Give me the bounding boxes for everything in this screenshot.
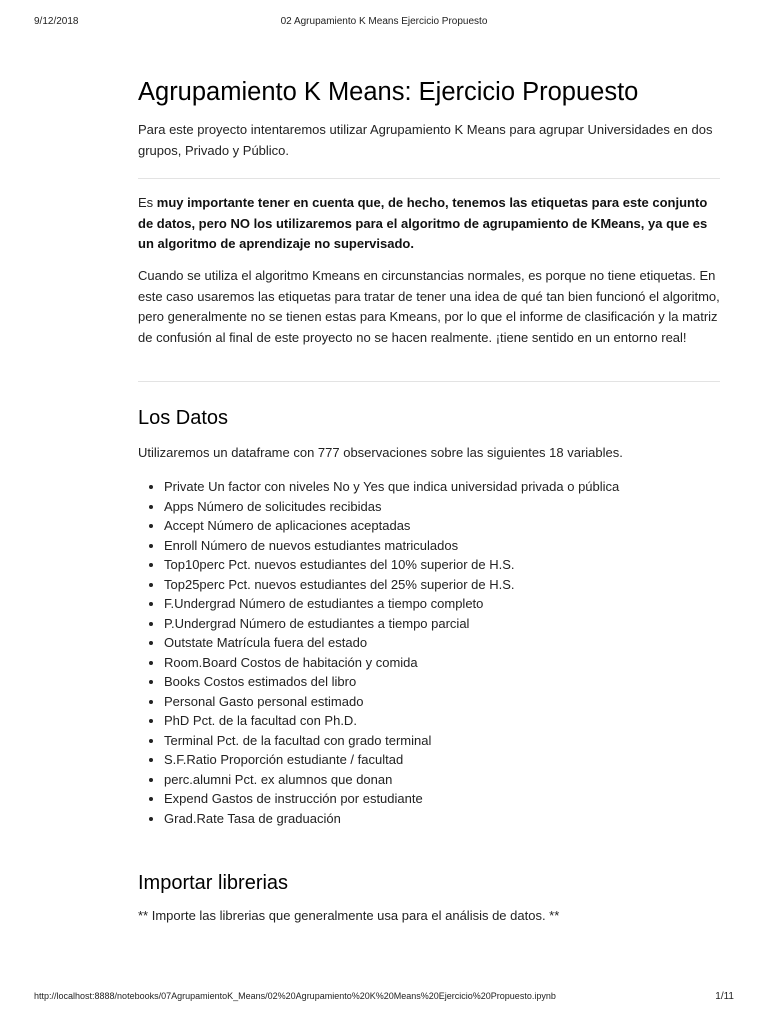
variable-list-item: Grad.Rate Tasa de graduación: [164, 809, 619, 829]
variable-list-item: S.F.Ratio Proporción estudiante / facultad: [164, 750, 619, 770]
divider: [138, 381, 720, 382]
data-description: Utilizaremos un dataframe con 777 observaciones sobre las siguientes 18 variables.: [138, 445, 623, 460]
variable-list-item: Books Costos estimados del libro: [164, 672, 619, 692]
variables-list: [138, 477, 619, 828]
print-title: 02 Agrupamiento K Means Ejercicio Propuesto: [280, 16, 488, 27]
variable-list-item: Private Un factor con niveles No y Yes que indica universidad privada o pública: [164, 477, 619, 497]
variable-list-item: Personal Gasto personal estimado: [164, 692, 619, 712]
libraries-instruction: ** Importe las librerias que generalmente usa para el análisis de datos. **: [138, 908, 560, 923]
libraries-section-heading: Importar librerias: [138, 872, 289, 894]
variable-list-item: F.Undergrad Número de estudiantes a tiempo completo: [164, 594, 619, 614]
print-footer: [34, 991, 734, 1005]
note-prefix: Es: [138, 195, 157, 210]
variable-list-item: P.Undergrad Número de estudiantes a tiempo parcial: [164, 614, 619, 634]
variable-list-item: Outstate Matrícula fuera del estado: [164, 633, 619, 653]
print-url: http://localhost:8888/notebooks/07AgrupamientoK_Means/02%20Agrupamiento%20K%20Means%20Ejercicio%20Propuesto.ipynb: [34, 991, 556, 1001]
variable-list-item: perc.alumni Pct. ex alumnos que donan: [164, 770, 619, 790]
variable-list-item: PhD Pct. de la facultad con Ph.D.: [164, 711, 619, 731]
print-date: 9/12/2018: [34, 16, 79, 27]
explanation-paragraph: Cuando se utiliza el algoritmo Kmeans en circunstancias normales, es porque no tiene etiquetas. En este caso usaremos las etiquetas para tratar de tener una idea de qué tan bien funcionó el algoritmo, pero generalmente no se tienen estas para Kmeans, por lo que el informe de clasificación y la matriz de confusión al final de este proyecto no se hacen realmente. ¡tiene sentido en un entorno real!: [138, 268, 720, 345]
page-number: 1/11: [715, 991, 734, 1002]
note-bold-text: muy importante tener en cuenta que, de hecho, tenemos las etiquetas para este conjunto de datos, pero NO los utilizaremos para el algoritmo de agrupamiento de KMeans, ya que es un algoritmo de aprendizaje no supervisado.: [138, 195, 708, 251]
important-note: [138, 193, 720, 255]
print-header: [34, 16, 734, 30]
variable-list-item: Room.Board Costos de habitación y comida: [164, 653, 619, 673]
variable-list-item: Enroll Número de nuevos estudiantes matriculados: [164, 536, 619, 556]
data-section-heading: Los Datos: [138, 407, 229, 429]
variable-list-item: Terminal Pct. de la facultad con grado terminal: [164, 731, 619, 751]
variable-list-item: Expend Gastos de instrucción por estudiante: [164, 789, 619, 809]
variable-list-item: Top25perc Pct. nuevos estudiantes del 25% superior de H.S.: [164, 575, 619, 595]
divider: [138, 178, 720, 179]
variable-list-item: Accept Número de aplicaciones aceptadas: [164, 516, 619, 536]
page-title: Agrupamiento K Means: Ejercicio Propuesto: [138, 78, 639, 106]
intro-paragraph: Para este proyecto intentaremos utilizar Agrupamiento K Means para agrupar Universidades en dos grupos, Privado y Público.: [138, 122, 713, 158]
variable-list-item: Apps Número de solicitudes recibidas: [164, 497, 619, 517]
variable-list-item: Top10perc Pct. nuevos estudiantes del 10% superior de H.S.: [164, 555, 619, 575]
